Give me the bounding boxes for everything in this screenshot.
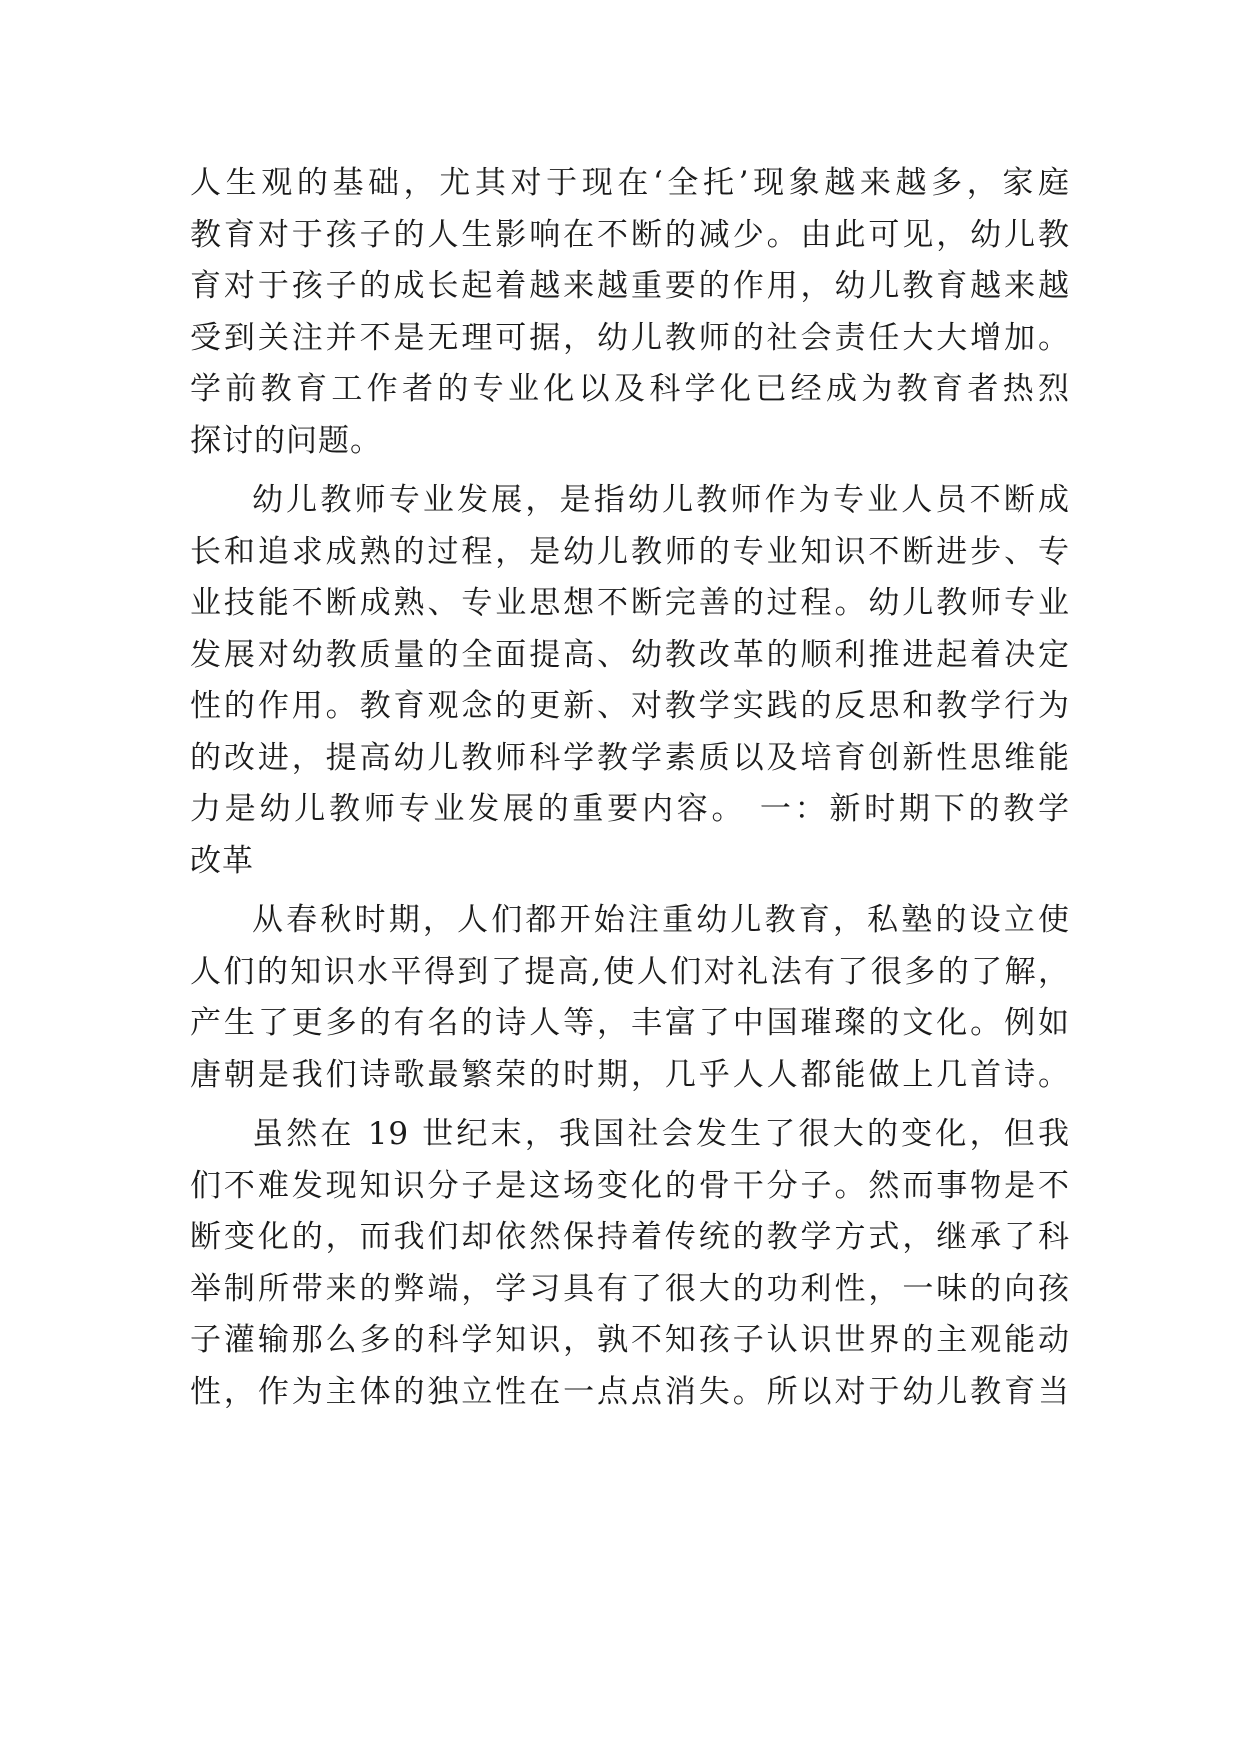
text-line: 人们的知识水平得到了提高,使人们对礼法有了很多的了解， [190,953,1070,990]
text-line: 发展对幼教质量的全面提高、幼教改革的顺利推进起着决定 [190,636,1070,673]
text-line: 长和追求成熟的过程，是幼儿教师的专业知识不断进步、专 [190,533,1070,570]
text-line: 断变化的，而我们却依然保持着传统的教学方式，继承了科 [190,1219,1070,1255]
text-line: 的改进，提高幼儿教师科学教学素质以及培育创新性思维能 [190,739,1070,776]
text-line: 教育对于孩子的人生影响在不断的减少。由此可见，幼儿教 [190,216,1070,253]
text-line: 业技能不断成熟、专业思想不断完善的过程。幼儿教师专业 [190,585,1070,621]
text-line: 虽然在 19 世纪末，我国社会发生了很大的变化，但我 [252,1116,1070,1152]
text-line: 唐朝是我们诗歌最繁荣的时期，几乎人人都能做上几首诗。 [190,1056,1070,1093]
text-line: 力是幼儿教师专业发展的重要内容。 一：新时期下的教学 [190,791,1070,827]
text-line: 从春秋时期，人们都开始注重幼儿教育，私塾的设立使 [252,902,1070,938]
text-line: 性，作为主体的独立性在一点点消失。所以对于幼儿教育当 [190,1373,1070,1410]
text-line: 学前教育工作者的专业化以及科学化已经成为教育者热烈 [190,371,1070,407]
paragraph-3 [190,895,1070,1101]
paragraph-2 [190,475,1070,887]
text-line: 幼儿教师专业发展，是指幼儿教师作为专业人员不断成 [252,482,1070,518]
text-line: 子灌输那么多的科学知识，孰不知孩子认识世界的主观能动 [190,1322,1070,1358]
paragraph-spacer [190,1101,1070,1109]
text-line: 探讨的问题。 [190,422,382,459]
paragraph-4 [190,1109,1070,1418]
text-line: 改革 [190,842,254,879]
paragraph-spacer [190,887,1070,895]
text-line: 性的作用。教育观念的更新、对教学实践的反思和教学行为 [190,688,1070,724]
paragraph-1 [190,158,1070,467]
text-line: 人生观的基础，尤其对于现在‘全托’现象越来越多，家庭 [190,165,1070,201]
text-line: 举制所带来的弊端，学习具有了很大的功利性，一味的向孩 [190,1270,1070,1307]
paragraph-spacer [190,467,1070,475]
text-line: 们不难发现知识分子是这场变化的骨干分子。然而事物是不 [190,1167,1070,1204]
text-line: 育对于孩子的成长起着越来越重要的作用，幼儿教育越来越 [190,268,1070,304]
text-line: 受到关注并不是无理可据，幼儿教师的社会责任大大增加。 [190,319,1070,356]
body-text [190,158,1070,1418]
text-line: 产生了更多的有名的诗人等，丰富了中国璀璨的文化。例如 [190,1005,1070,1041]
